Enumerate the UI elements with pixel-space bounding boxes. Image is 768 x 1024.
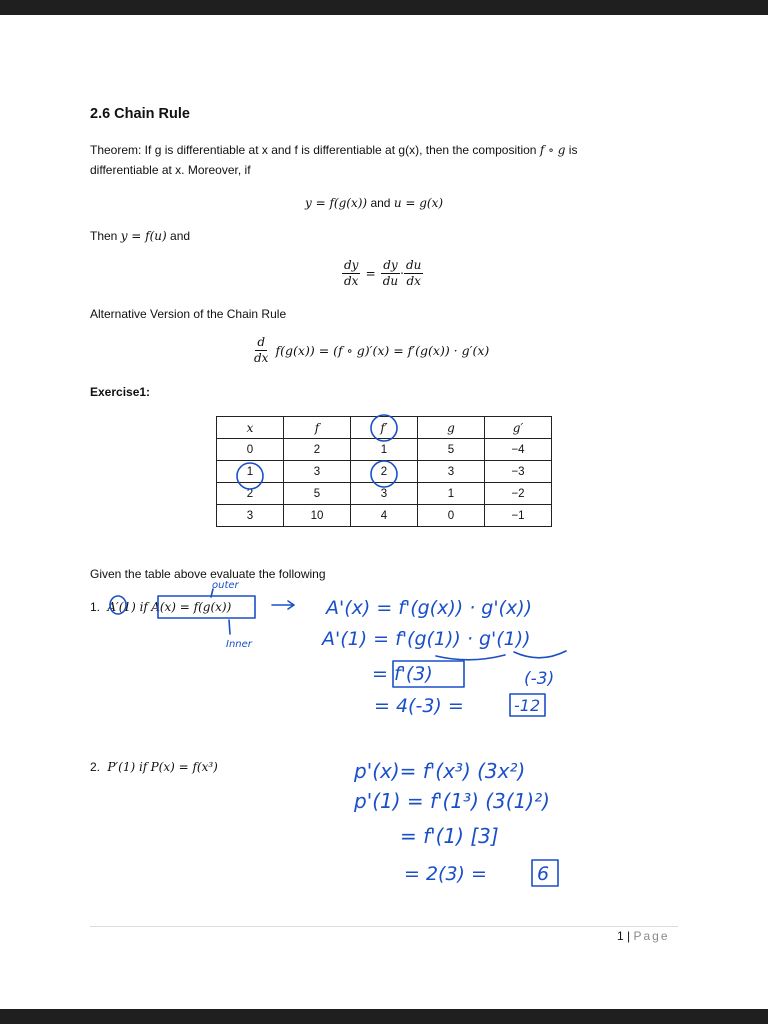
table-cell: 3 [418, 461, 485, 483]
eq-u-g: u = g(x) [393, 196, 444, 210]
hw-q2-line1: p'(x)= f'(x³) (3x²) [354, 759, 526, 783]
table-row [217, 483, 552, 505]
section-title: 2.6 Chain Rule [90, 106, 190, 122]
theorem-text [90, 140, 690, 180]
brace-annotation [514, 651, 566, 658]
hw-q1-line4: = 4(-3) = [374, 695, 464, 717]
table-header-cell: f′ [351, 417, 418, 439]
arrow-line [229, 620, 230, 634]
table-row [217, 505, 552, 527]
table-cell: 4 [351, 505, 418, 527]
table-cell: 2 [217, 483, 284, 505]
question-1-expression: A(x) = f(g(x)) [151, 600, 232, 614]
arrow-line [211, 589, 213, 597]
theorem-line1: Theorem: If g is differentiable at x and f is differentiable at g(x), then the composition [90, 143, 537, 157]
then-and: and [170, 229, 191, 243]
question-1-number: 1. [90, 600, 101, 614]
table-row [217, 461, 552, 483]
hw-q2-answer: 6 [537, 863, 550, 885]
table-cell: 2 [284, 439, 351, 461]
frac-dy-du: $\frac{dy}{du}$ [382, 258, 399, 288]
table-cell: 10 [284, 505, 351, 527]
question-2-lead: P′(1) if [107, 760, 148, 774]
table-header-cell: g′ [485, 417, 552, 439]
table-cell: 3 [284, 461, 351, 483]
page-number [617, 929, 670, 943]
table-cell: 0 [217, 439, 284, 461]
answer-box [532, 860, 558, 886]
footer-divider [90, 926, 678, 927]
answer-box [510, 694, 545, 716]
brace-annotation [436, 655, 505, 660]
hw-q1-answer: -12 [514, 696, 541, 715]
hw-q2-line2: p'(1) = f'(1³) (3(1)²) [354, 789, 550, 813]
hw-q1-line1: A'(x) = f'(g(x)) · g'(x)) [326, 597, 533, 619]
hw-q1-line2: A'(1) = f'(g(1)) · g'(1)) [322, 628, 531, 650]
hw-q1-line3b: (-3) [524, 669, 555, 689]
question-1-lead: A′(1) if [107, 600, 148, 614]
formula-equals: = [365, 266, 376, 281]
table-header-cell: x [217, 417, 284, 439]
question-2 [90, 757, 218, 777]
hw-q1-line3a: = f'(3) [372, 663, 433, 685]
table-header-cell: f [284, 417, 351, 439]
dot-operator: · [400, 266, 404, 281]
top-frame-bar [0, 0, 768, 15]
alt-chain-formula [252, 335, 489, 366]
table-header-cell: g [418, 417, 485, 439]
eq-and: and [370, 196, 391, 210]
table-cell: 2 [351, 461, 418, 483]
table-header-row [217, 417, 552, 439]
then-line [90, 226, 190, 246]
alt-version-label: Alternative Version of the Chain Rule [90, 307, 287, 321]
eq-y-f-g: y = f(g(x)) [305, 196, 368, 210]
alt-expression: f(g(x)) = (f ∘ g)′(x) = f′(g(x)) · g′(x) [275, 343, 490, 358]
theorem-line2: differentiable at x. Moreover, if [90, 163, 251, 177]
composition-symbol: f ∘ g [539, 143, 566, 157]
inner-note: Inner [226, 639, 252, 650]
table-cell: −2 [485, 483, 552, 505]
page-word: Page [633, 929, 670, 943]
box-annotation [393, 661, 464, 687]
table-cell: 5 [418, 439, 485, 461]
then-equation: y = f(u) [120, 229, 167, 243]
definition-equation [305, 193, 443, 213]
outer-note: outer [212, 580, 239, 591]
exercise-heading: Exercise1: [90, 385, 151, 399]
table-cell: 5 [284, 483, 351, 505]
hw-q2-line3: = f'(1) [3] [400, 824, 499, 848]
bottom-frame-bar [0, 1009, 768, 1024]
arrow-right-icon [272, 601, 294, 609]
page-number-value: 1 [617, 929, 624, 943]
frac-d-dx: $\frac{d}{dx}$ [254, 335, 269, 365]
table-cell: 0 [418, 505, 485, 527]
question-1 [90, 597, 231, 617]
table-cell: 3 [351, 483, 418, 505]
table-cell: −1 [485, 505, 552, 527]
theorem-line1-end: is [568, 143, 578, 157]
question-2-number: 2. [90, 760, 101, 774]
frac-du-dx: $\frac{du}{dx}$ [405, 258, 422, 288]
question-2-expression: P(x) = f(x³) [150, 760, 218, 774]
table-cell: 1 [217, 461, 284, 483]
table-cell: 1 [418, 483, 485, 505]
table-cell: 3 [217, 505, 284, 527]
table-cell: −4 [485, 439, 552, 461]
table-cell: 1 [351, 439, 418, 461]
values-table [216, 416, 552, 527]
then-prefix: Then [90, 229, 118, 243]
frac-dy-dx: $\frac{dy}{dx}$ [344, 258, 359, 288]
chain-rule-formula [342, 258, 423, 289]
hw-q2-line4: = 2(3) = [404, 863, 487, 885]
table-cell: −3 [485, 461, 552, 483]
page-separator: | [627, 929, 631, 943]
table-row [217, 439, 552, 461]
instructions-text: Given the table above evaluate the following [90, 567, 326, 581]
